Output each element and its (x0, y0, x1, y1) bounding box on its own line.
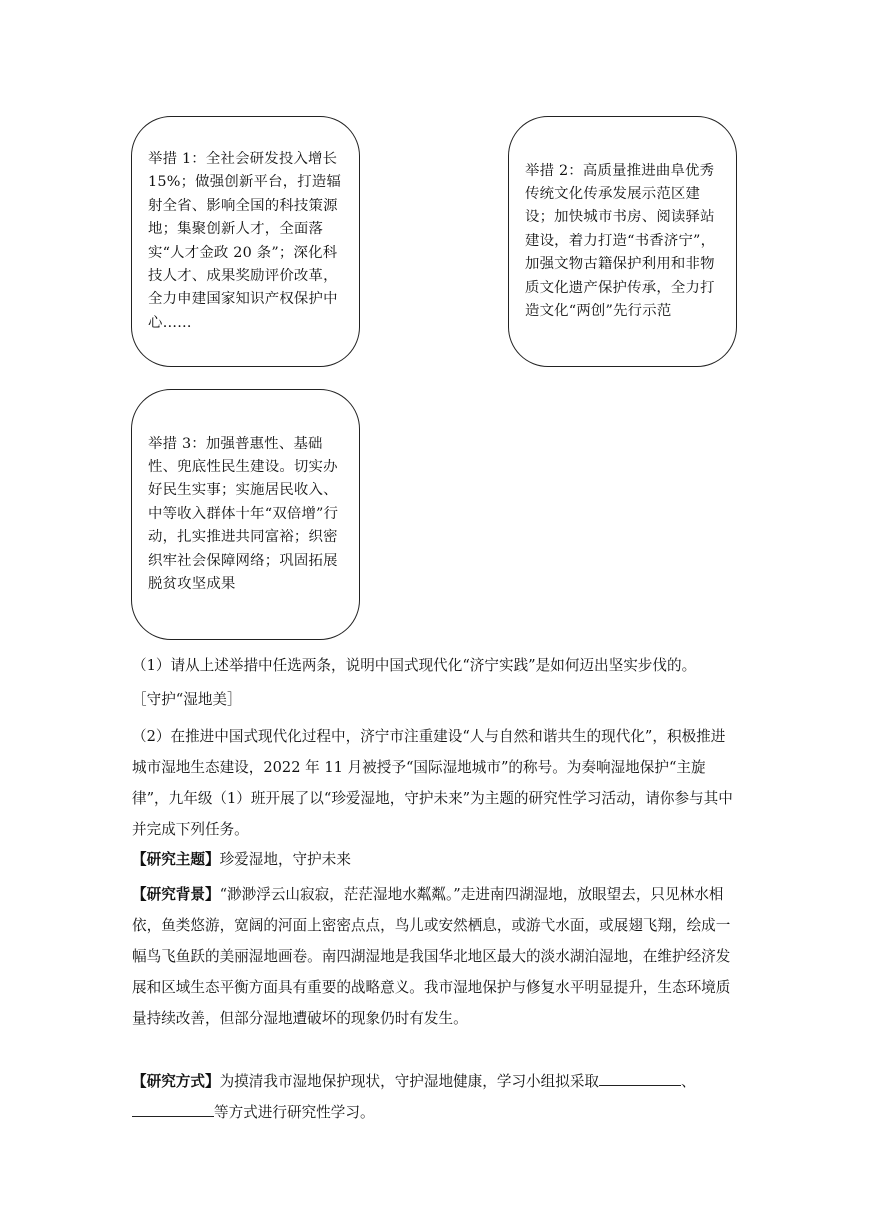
measure-1-text: 举措 1：全社会研发投入增长15%；做强创新平台，打造辐射全省、影响全国的科技策源地；集聚创新人才，全面落实“人才金政 20 条”；深化科技人才、成果奖励评价改革，全力申建国家知识产权保护中心…… (148, 150, 342, 331)
answer-blank-2[interactable] (132, 1098, 214, 1117)
question-2: （2）在推进中国式现代化过程中，济宁市注重建设“人与自然和谐共生的现代化”，积极推进城市湿地生态建设，2022 年 11 月被授予“国际湿地城市”的称号。为奏响湿地保护“主旋律”，九年级（1）班开展了以“珍爱湿地，守护未来”为主题的研究性学习活动，请你参与其中并完成下列任务。 (132, 728, 733, 838)
research-background-text: “渺渺浮云山寂寂，茫茫湿地水粼粼。”走进南四湖湿地，放眼望去，只见林水相依，鱼类悠游，宽阔的河面上密密点点，鸟儿或安然栖息，或游弋水面，或展翅飞翔，绘成一幅鸟飞鱼跃的美丽湿地画卷。南四湖湿地是我国华北地区最大的淡水湖泊湿地，在维护经济发展和区域生态平衡方面具有重要的战略意义。我市湿地保护与修复水平明显提升，生态环境质量持续改善，但部分湿地遭破坏的现象仍时有发生。 (132, 886, 731, 1027)
section-title: ［守护“湿地美］ (132, 691, 242, 708)
research-topic-text: 珍爱湿地，守护未来 (219, 851, 351, 868)
research-background-label: 【研究背景】 (132, 886, 220, 903)
research-topic (132, 844, 738, 875)
research-method-label: 【研究方式】 (132, 1073, 220, 1090)
research-topic-label: 【研究主题】 (132, 851, 220, 868)
research-method-separator: 、 (681, 1073, 696, 1090)
research-method-text-after: 等方式进行研究性学习。 (214, 1104, 375, 1121)
research-background (132, 879, 738, 1034)
measure-3-text: 举措 3：加强普惠性、基础性、兜底性民生建设。切实办好民生实事；实施居民收入、中等收入群体十年“双倍增”行动，扎实推进共同富裕；织密织牢社会保障网络；巩固拓展脱贫攻坚成果 (148, 435, 339, 593)
research-method (132, 1066, 738, 1128)
research-method-text-before: 为摸清我市湿地保护现状，守护湿地健康，学习小组拟采取 (219, 1073, 600, 1090)
measure-box-3 (131, 389, 360, 640)
measure-2-text: 举措 2：高质量推进曲阜优秀传统文化传承发展示范区建设；加快城市书房、阅读驿站建设，着力打造“书香济宁”，加强文物古籍保护利用和非物质文化遗产保护传承，全力打造文化“两创”先行示范 (525, 162, 716, 320)
question-1: （1）请从上述举措中任选两条，说明中国式现代化“济宁实践”是如何迈出坚实步伐的。 (132, 657, 697, 674)
measure-box-2 (508, 116, 737, 367)
measure-box-1 (131, 116, 360, 367)
answer-blank-1[interactable] (599, 1067, 681, 1086)
